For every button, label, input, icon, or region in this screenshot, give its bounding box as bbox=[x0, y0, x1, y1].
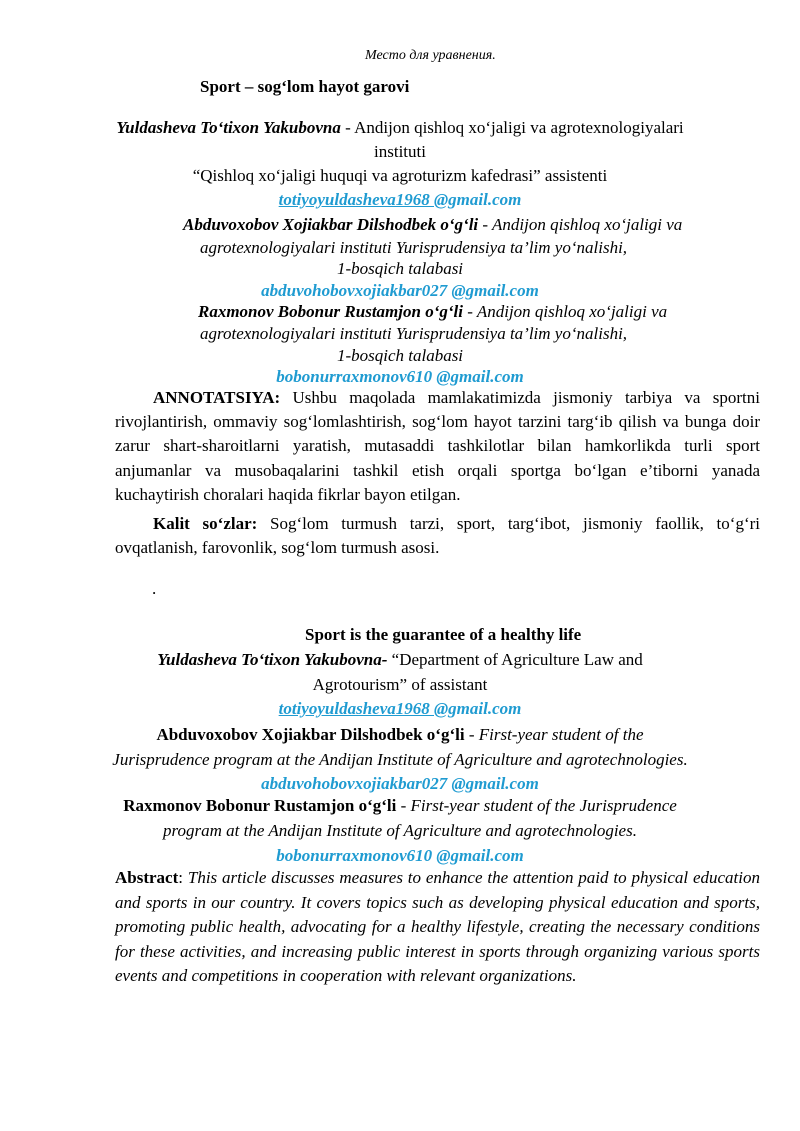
uz-author3-email[interactable]: bobonurraxmonov610 @gmail.com bbox=[276, 367, 524, 386]
uz-keywords bbox=[115, 512, 760, 560]
uz-annotation-label: ANNOTATSIYA: bbox=[153, 388, 281, 407]
en-author2-name: Abduvoxobov Xojiakbar Dilshodbek o‘g‘li bbox=[156, 725, 465, 744]
en-author2-line2: Jurisprudence program at the Andijan Institute of Agriculture and agrotechnologies. bbox=[112, 750, 688, 769]
en-author2-line1: Abduvoxobov Xojiakbar Dilshodbek o‘g‘li - First-year student of the bbox=[156, 725, 644, 744]
uz-author1-line2: instituti bbox=[374, 142, 426, 161]
uz-annotation-text: Ushbu maqolada mamlakatimizda jismoniy tarbiya va sportni rivojlantirish, ommaviy sog‘lomlashtirish, sog‘lom hayot tarzini targ‘ib qilish va bunga doir zarur shart-sharoitlarni yaratish, mutasaddi tashkilotlar bilan hamkorlikda turli sport anjumanlar va musobaqalarini tashkil etish orqali sportga bo‘lgan e’tiborni yanada kuchaytirish choralari haqida fikrlar bayon etilgan. bbox=[115, 388, 760, 504]
uz-author3-line2: agrotexnologiyalari instituti Yurisprudensiya ta’lim yo‘nalishi, bbox=[200, 324, 628, 343]
en-author3-line2: program at the Andijan Institute of Agriculture and agrotechnologies. bbox=[163, 821, 637, 840]
en-author3-email[interactable]: bobonurraxmonov610 @gmail.com bbox=[276, 846, 524, 865]
en-abstract: Abstract: This article discusses measures to enhance the attention paid to physical education and sports in our country. It covers topics such as developing physical education and sports, promoting public health, advocating for a healthy lifestyle, creating the necessary conditions for these activities, and increasing public interest in sports through organizing various sports events and competitions in cooperation with relevant organizations. bbox=[115, 868, 761, 986]
uz-keywords-text: Sog‘lom turmush tarzi, sport, targ‘ibot, jismoniy faollik, to‘g‘ri ovqatlanish, farovonlik, sog‘lom turmush asosi. bbox=[115, 514, 760, 558]
uz-author2-name: Abduvoxobov Xojiakbar Dilshodbek o‘g‘li bbox=[183, 215, 479, 234]
uz-author1-line3: “Qishloq xo‘jaligi huquqi va agroturizm kafedrasi” assistenti bbox=[192, 166, 608, 185]
uz-author2-email[interactable]: abduvohobovxojiakbar027 @gmail.com bbox=[261, 281, 539, 300]
en-abstract-label: Abstract bbox=[115, 868, 179, 887]
en-author1-line2: Agrotourism” of assistant bbox=[312, 675, 488, 694]
en-title: Sport is the guarantee of a healthy life bbox=[305, 625, 582, 644]
uz-dot: . bbox=[152, 579, 157, 598]
uz-author3-name: Raxmonov Bobonur Rustamjon o‘g‘li bbox=[198, 302, 463, 321]
uz-author2-line3: 1-bosqich talabasi bbox=[336, 259, 464, 278]
en-author3-line1: Raxmonov Bobonur Rustamjon o‘g‘li - First-year student of the Jurisprudence bbox=[123, 796, 677, 815]
uz-author1-name: Yuldasheva To‘tixon Yakubovna bbox=[116, 118, 341, 137]
en-author1-name: Yuldasheva To‘tixon Yakubovna- bbox=[157, 650, 388, 669]
uz-author2-line2: agrotexnologiyalari instituti Yurisprudensiya ta’lim yo‘nalishi, bbox=[200, 238, 628, 257]
uz-title: Sport – sog‘lom hayot garovi bbox=[200, 77, 410, 96]
uz-author2-line1: Abduvoxobov Xojiakbar Dilshodbek o‘g‘li - Andijon qishloq xo‘jaligi va bbox=[183, 215, 683, 234]
en-author2-email[interactable]: abduvohobovxojiakbar027 @gmail.com bbox=[261, 774, 539, 793]
uz-author3-line3: 1-bosqich talabasi bbox=[336, 346, 464, 365]
equation-placeholder[interactable]: Место для уравнения. bbox=[365, 48, 496, 63]
en-author1-line1: Yuldasheva To‘tixon Yakubovna- “Department of Agriculture Law and bbox=[157, 650, 643, 669]
en-abstract-text: This article discusses measures to enhance the attention paid to physical education and sports in our country. It covers topics such as developing physical education and sports, promoting public health, advocating for a healthy lifestyle, creating the necessary conditions for these activities, and increasing public interest in sports through organizing various sports events and competitions in cooperation with relevant organizations. bbox=[115, 868, 761, 986]
uz-author1-email[interactable]: totiyoyuldasheva1968 @gmail.com bbox=[278, 190, 522, 209]
en-author1-email[interactable]: totiyoyuldasheva1968 @gmail.com bbox=[278, 699, 522, 718]
uz-author1-line1: Yuldasheva To‘tixon Yakubovna - Andijon qishloq xo‘jaligi va agrotexnologiyalari bbox=[116, 118, 684, 137]
uz-annotation bbox=[115, 386, 760, 507]
uz-keywords-label: Kalit so‘zlar: bbox=[153, 514, 258, 533]
uz-author3-line1: Raxmonov Bobonur Rustamjon o‘g‘li - Andijon qishloq xo‘jaligi va bbox=[198, 302, 668, 321]
en-author3-name: Raxmonov Bobonur Rustamjon o‘g‘li bbox=[123, 796, 397, 815]
